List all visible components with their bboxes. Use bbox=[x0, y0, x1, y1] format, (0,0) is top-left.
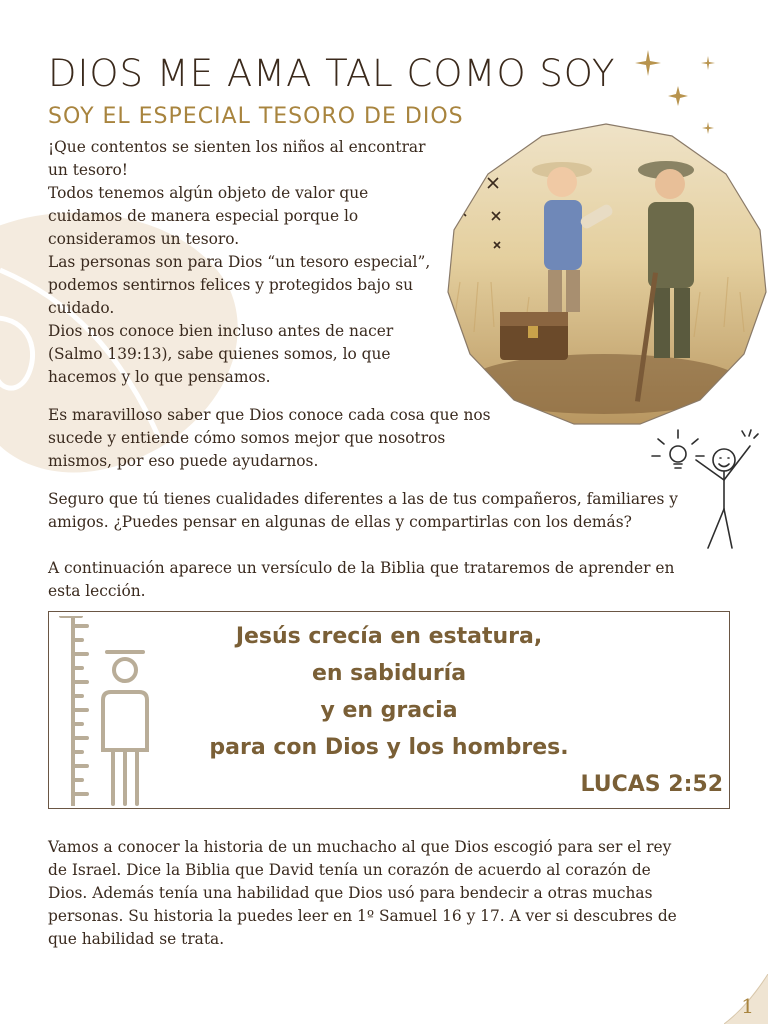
verse-line: para con Dios y los hombres. bbox=[209, 735, 569, 760]
verse-reference: LUCAS 2:52 bbox=[580, 772, 723, 797]
intro-paragraph: ¡Que contentos se sienten los niños al encontrar un tesoro! Todos tenemos algún objeto de valor que cuidamos de manera especial porque lo consideramos un tesoro. Las personas son para Dios “un tesoro especial”, podemos sentirnos felices y protegidos bajo su cuidado. Dios nos conoce bien incluso antes de nacer (Salmo 139:13), sabe quienes somos, lo que hacemos y lo que pensamos. bbox=[48, 138, 431, 386]
verse-box bbox=[48, 611, 730, 809]
treasure-photo bbox=[444, 122, 768, 426]
page-number: 1 bbox=[741, 994, 754, 1018]
verse-line: Jesús crecía en estatura, bbox=[235, 624, 543, 649]
paragraph-god-knows: Es maravilloso saber que Dios conoce cada cosa que nos sucede y entiende cómo somos mejor que nosotros mismos, por eso puede ayudarnos. bbox=[48, 406, 491, 470]
paragraph-qualities: Seguro que tú tienes cualidades diferentes a las de tus compañeros, familiares y amigos. ¿Puedes pensar en algunas de ellas y compartirlas con los demás? bbox=[48, 490, 678, 531]
page-subtitle: SOY EL ESPECIAL TESORO DE DIOS bbox=[48, 104, 464, 129]
verse-line: y en gracia bbox=[320, 698, 458, 723]
verse-line: en sabiduría bbox=[311, 661, 467, 686]
paragraph-verse-intro: A continuación aparece un versículo de la Biblia que trataremos de aprender en esta lección. bbox=[48, 559, 675, 600]
paragraph-david-story: Vamos a conocer la historia de un muchacho al que Dios escogió para ser el rey de Israel. Dice la Biblia que David tenía un corazón de acuerdo al corazón de Dios. Además tenía una habilidad que Dios usó para bendecir a otras muchas personas. Su historia la puedes leer en 1º Samuel 16 y 17. A ver si descubres de que habilidad se trata. bbox=[48, 838, 677, 948]
page-title: DIOS ME AMA TAL COMO SOY bbox=[48, 52, 616, 95]
